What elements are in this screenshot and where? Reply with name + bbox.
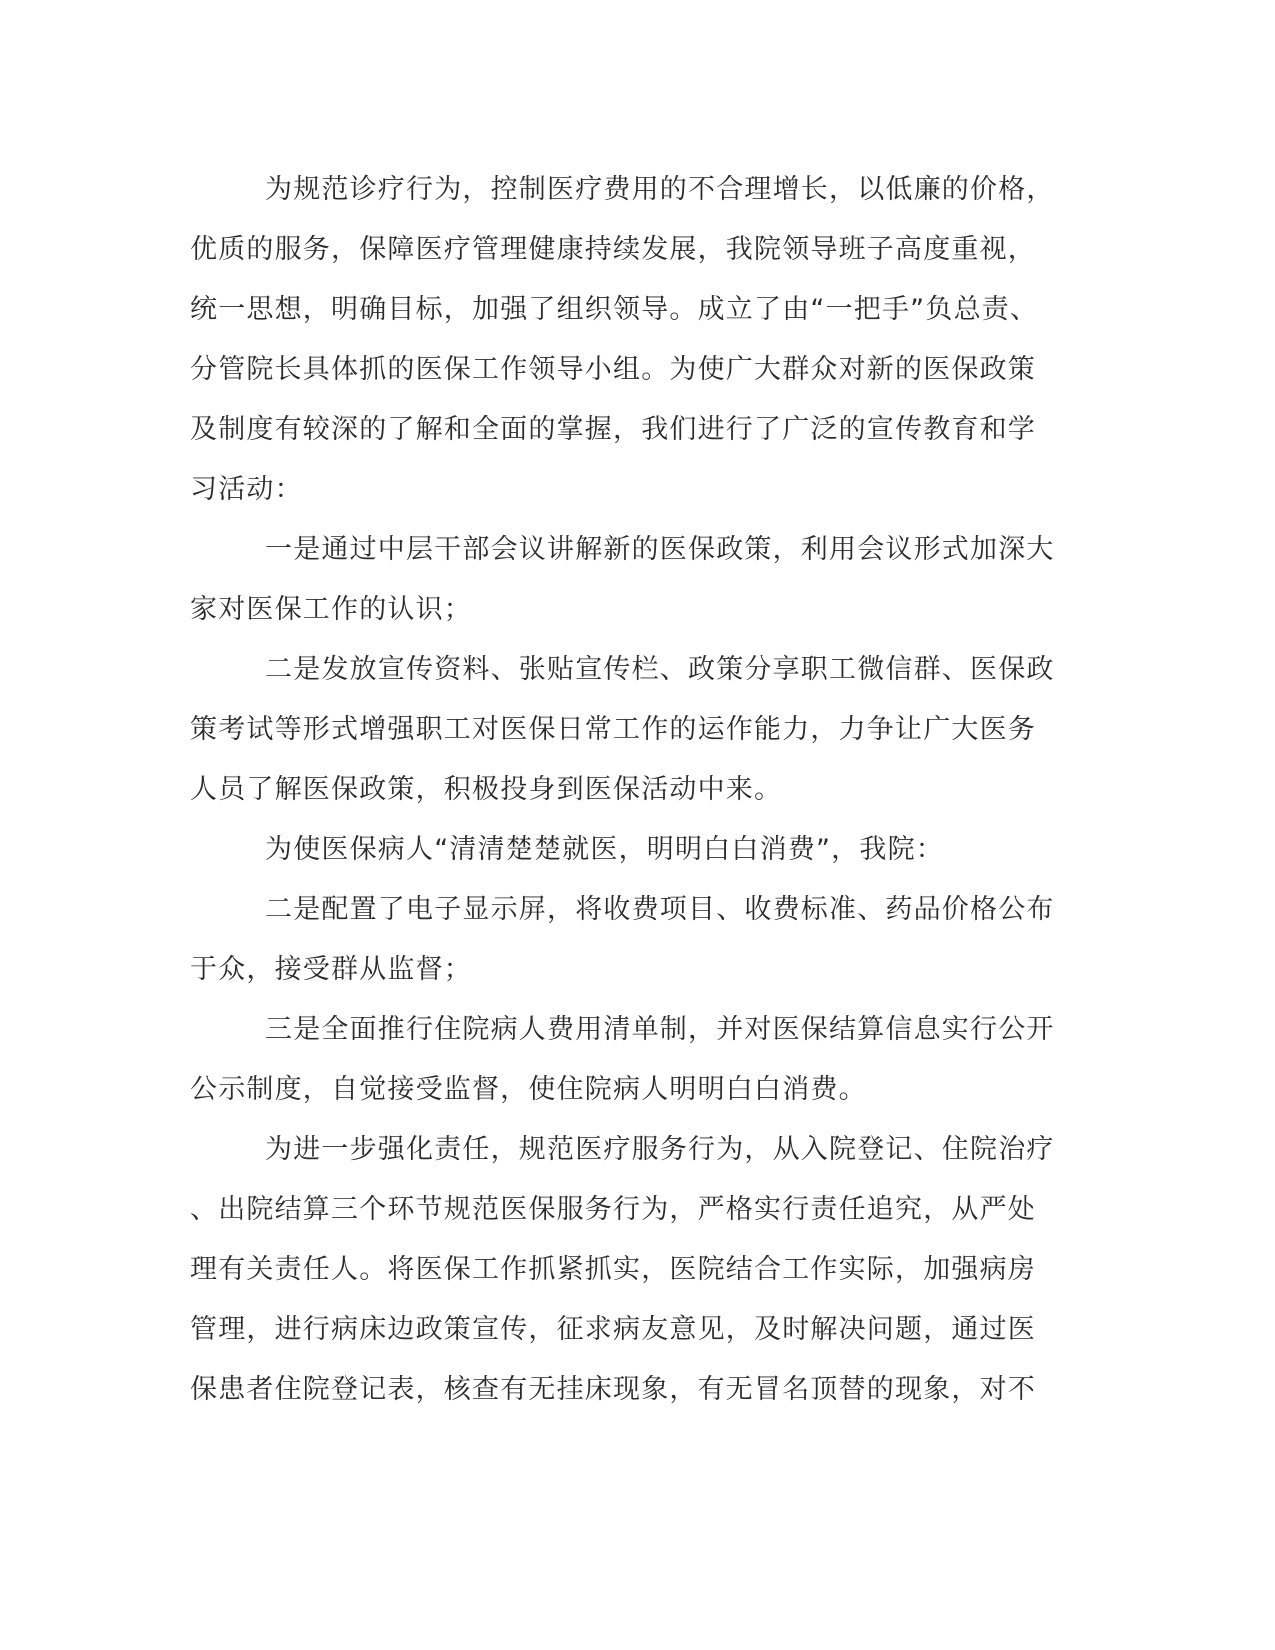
text-line: 于众，接受群从监督； xyxy=(190,954,472,985)
text-line: 家对医保工作的认识； xyxy=(190,594,472,625)
text-line: 管理，进行病床边政策宣传，征求病友意见，及时解决问题，通过医 xyxy=(190,1314,1036,1345)
text-line: 公示制度，自觉接受监督，使住院病人明明白白消费。 xyxy=(190,1074,867,1105)
text-line: 统一思想，明确目标，加强了组织领导。成立了由“一把手”负总责、 xyxy=(190,294,1039,325)
document-body xyxy=(190,160,1090,1420)
text-line: 习活动： xyxy=(190,474,303,505)
text-line: 策考试等形式增强职工对医保日常工作的运作能力，力争让广大医务 xyxy=(190,714,1036,745)
text-line: 三是全面推行住院病人费用清单制，并对医保结算信息实行公开 xyxy=(265,1014,1055,1045)
text-line: 一是通过中层干部会议讲解新的医保政策，利用会议形式加深大 xyxy=(265,534,1055,565)
text-line: 理有关责任人。将医保工作抓紧抓实，医院结合工作实际，加强病房 xyxy=(190,1254,1036,1285)
text-line: 优质的服务，保障医疗管理健康持续发展，我院领导班子高度重视， xyxy=(190,234,1036,265)
text-line: 为使医保病人“清清楚楚就医，明明白白消费”，我院： xyxy=(265,834,944,865)
text-line: 人员了解医保政策，积极投身到医保活动中来。 xyxy=(190,774,783,805)
text-line: 、出院结算三个环节规范医保服务行为，严格实行责任追究，从严处 xyxy=(190,1194,1036,1225)
text-line: 分管院长具体抓的医保工作领导小组。为使广大群众对新的医保政策 xyxy=(190,354,1036,385)
text-line: 二是配置了电子显示屏，将收费项目、收费标准、药品价格公布 xyxy=(265,894,1055,925)
text-line: 二是发放宣传资料、张贴宣传栏、政策分享职工微信群、医保政 xyxy=(265,654,1055,685)
text-line: 为规范诊疗行为，控制医疗费用的不合理增长，以低廉的价格， xyxy=(265,174,1055,205)
text-line: 为进一步强化责任，规范医疗服务行为，从入院登记、住院治疗 xyxy=(265,1134,1055,1165)
text-line: 保患者住院登记表，核查有无挂床现象，有无冒名顶替的现象，对不 xyxy=(190,1374,1036,1405)
text-line: 及制度有较深的了解和全面的掌握，我们进行了广泛的宣传教育和学 xyxy=(190,414,1036,445)
